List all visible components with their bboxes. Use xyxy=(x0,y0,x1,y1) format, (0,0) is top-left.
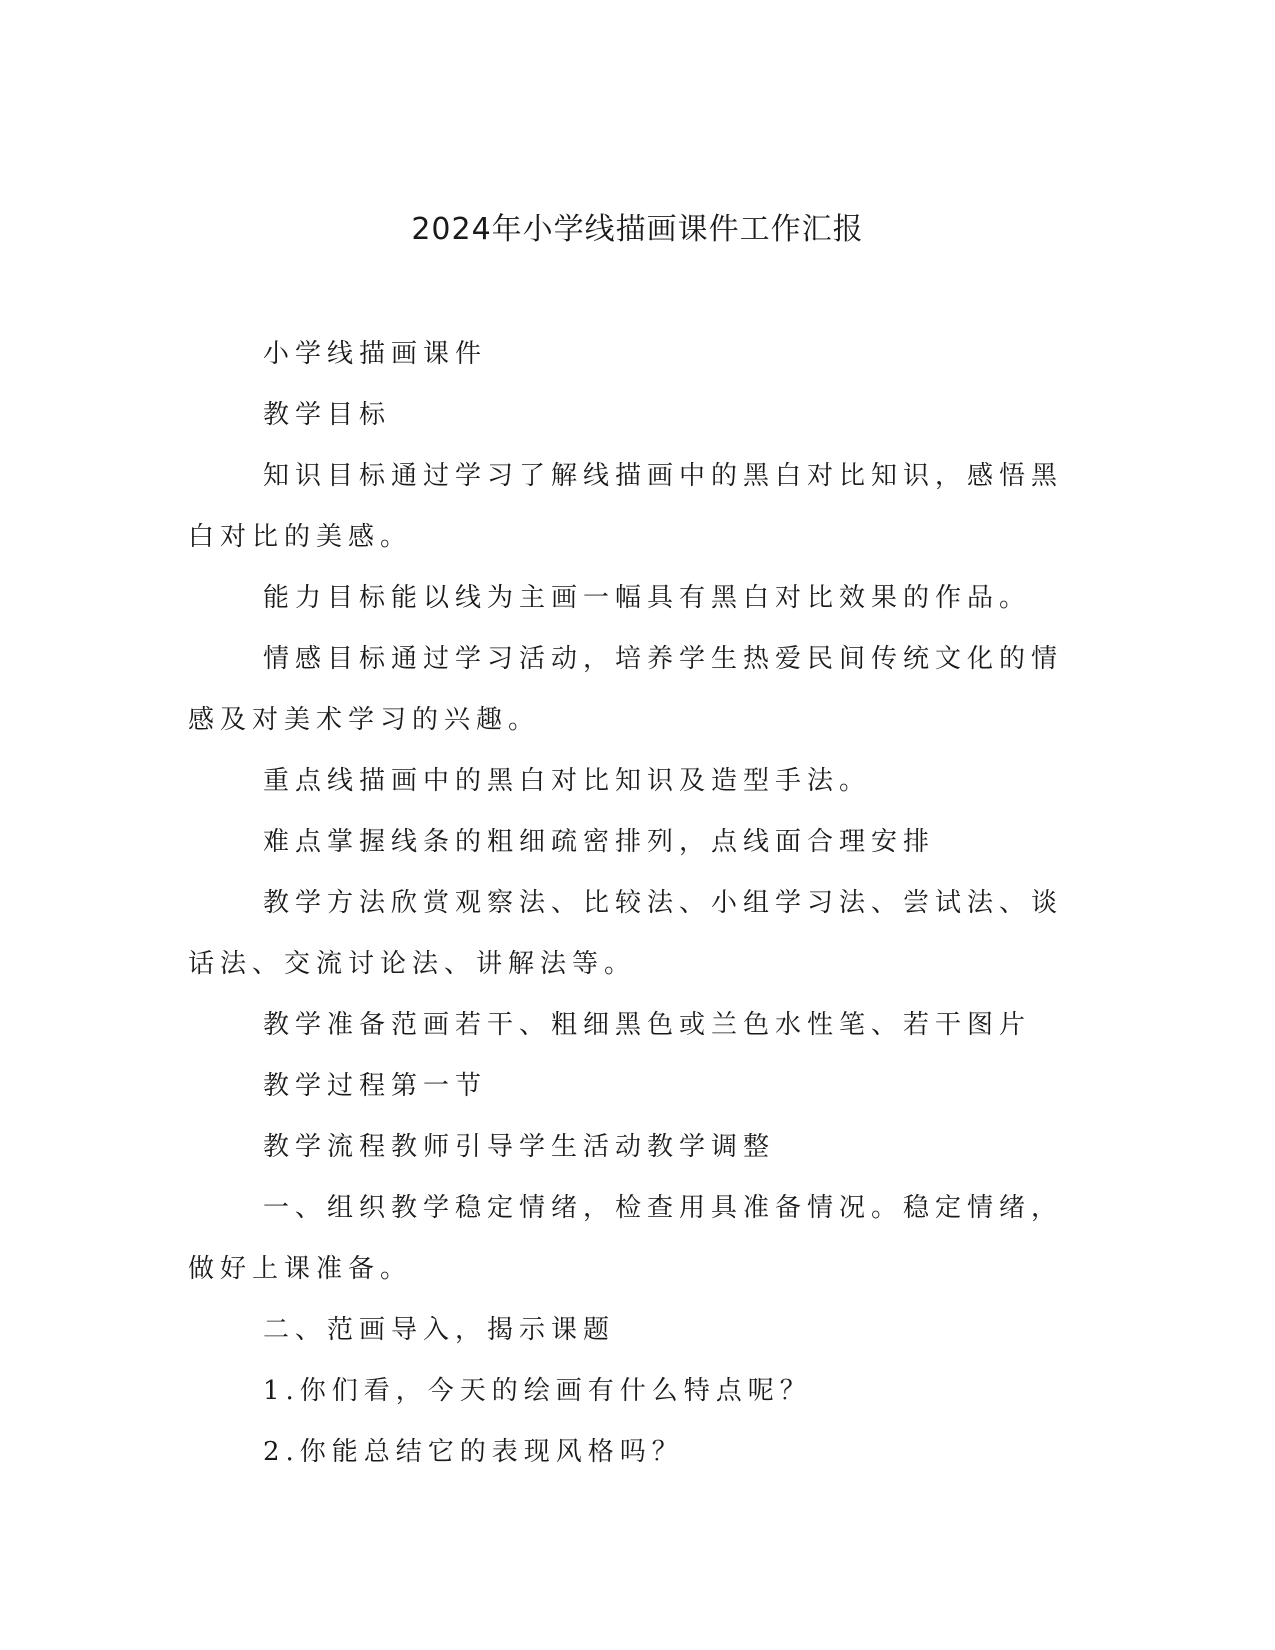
paragraph: 能力目标能以线为主画一幅具有黑白对比效果的作品。 xyxy=(263,583,1032,613)
paragraph: 知识目标通过学习了解线描画中的黑白对比知识，感悟黑白对比的美感。 xyxy=(188,461,1064,552)
paragraph: 一、组织教学稳定情绪，检查用具准备情况。稳定情绪，做好上课准备。 xyxy=(188,1193,1064,1284)
paragraph: 二、范画导入，揭示课题 xyxy=(263,1315,616,1345)
paragraph: 小学线描画课件 xyxy=(263,339,488,369)
paragraph: 2.你能总结它的表现风格吗？ xyxy=(263,1437,684,1467)
paragraph: 教学流程教师引导学生活动教学调整 xyxy=(263,1132,776,1162)
paragraph: 教学过程第一节 xyxy=(263,1071,488,1101)
paragraph: 教学方法欣赏观察法、比较法、小组学习法、尝试法、谈话法、交流讨论法、讲解法等。 xyxy=(188,888,1064,979)
document-body xyxy=(188,324,1078,1483)
paragraph: 重点线描画中的黑白对比知识及造型手法。 xyxy=(263,766,872,796)
paragraph: 教学准备范画若干、粗细黑色或兰色水性笔、若干图片 xyxy=(263,1010,1032,1040)
document-title: 2024年小学线描画课件工作汇报 xyxy=(411,212,864,247)
paragraph: 情感目标通过学习活动，培养学生热爱民间传统文化的情感及对美术学习的兴趣。 xyxy=(188,644,1064,735)
paragraph: 1.你们看，今天的绘画有什么特点呢？ xyxy=(263,1376,812,1406)
paragraph: 教学目标 xyxy=(263,400,392,430)
paragraph: 难点掌握线条的粗细疏密排列，点线面合理安排 xyxy=(263,827,936,857)
